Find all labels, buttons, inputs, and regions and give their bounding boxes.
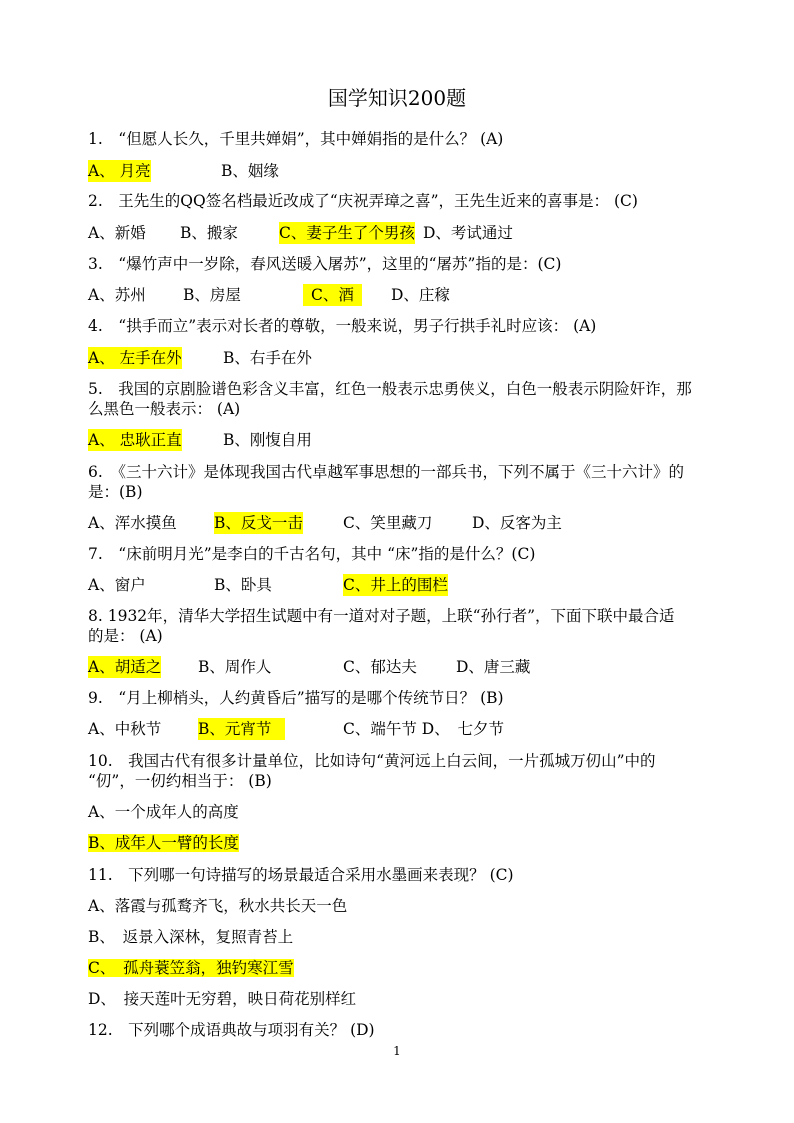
question-8-line-1: 8. 1932年，清华大学招生试题中有一道对对子题，上联“孙行者”，下面下联中最合适 xyxy=(88,607,675,625)
option-3c: C、酒 xyxy=(303,284,362,306)
option-7c: C、井上的围栏 xyxy=(343,576,448,594)
question-2: 2. 王先生的QQ签名档最近改成了“庆祝弄璋之喜”，王先生近来的喜事是： (C) xyxy=(88,192,638,210)
question-3: 3. “爆竹声中一岁除，春风送暖入屠苏”，这里的“屠苏”指的是：(C) xyxy=(88,255,562,273)
option-11a: A、落霞与孤鹜齐飞，秋水共长天一色 xyxy=(88,897,348,915)
question-10-line-2: “仞”，一仞约相当于： (B) xyxy=(88,772,272,790)
option-9b: B、元宵节 xyxy=(198,718,285,740)
option-2a: A、新婚 xyxy=(88,224,146,242)
question-6-line-1: 6. 《三十六计》是体现我国古代卓越军事思想的一部兵书，下列不属于《三十六计》的 xyxy=(88,463,685,481)
option-7b: B、卧具 xyxy=(214,576,272,594)
page-title: 国学知识200题 xyxy=(327,86,467,110)
option-6a: A、浑水摸鱼 xyxy=(88,514,177,532)
option-11b: B、 返景入深林，复照青苔上 xyxy=(88,928,294,946)
option-8b: B、周作人 xyxy=(198,658,272,676)
question-7: 7. “床前明月光”是李白的千古名句，其中 “床”指的是什么？(C) xyxy=(88,545,536,563)
option-9a: A、中秋节 xyxy=(88,720,162,738)
option-7a: A、窗户 xyxy=(88,576,146,594)
option-8d: D、唐三藏 xyxy=(456,658,531,676)
option-3a: A、苏州 xyxy=(88,286,146,304)
option-4a: A、 左手在外 xyxy=(88,349,182,367)
option-10b: B、成年人一臂的长度 xyxy=(88,834,239,852)
option-1b: B、姻缘 xyxy=(221,162,279,180)
option-4b: B、右手在外 xyxy=(223,349,312,367)
question-1: 1. “但愿人长久，千里共婵娟”，其中婵娟指的是什么？ (A) xyxy=(88,130,504,148)
option-2c: C、妻子生了个男孩 xyxy=(279,224,415,242)
option-10a: A、一个成年人的高度 xyxy=(88,803,239,821)
option-5a: A、 忠耿正直 xyxy=(88,431,182,449)
option-3b: B、房屋 xyxy=(183,286,241,304)
question-4: 4. “拱手而立”表示对长者的尊敬，一般来说，男子行拱手礼时应该： (A) xyxy=(88,317,597,335)
option-10b-row xyxy=(88,832,239,854)
option-8c: C、郁达夫 xyxy=(343,658,417,676)
option-5b: B、刚愎自用 xyxy=(223,431,312,449)
question-11: 11. 下列哪一句诗描写的场景最适合采用水墨画来表现？ (C) xyxy=(88,866,514,884)
page-number: 1 xyxy=(393,1044,401,1058)
option-11c-row xyxy=(88,957,294,979)
question-5-line-1: 5. 我国的京剧脸谱色彩含义丰富，红色一般表示忠勇侠义，白色一般表示阴险奸诈，那 xyxy=(88,380,692,398)
option-9c-d: C、端午节 D、 七夕节 xyxy=(343,720,504,738)
option-1a: A、 月亮 xyxy=(88,162,151,180)
question-12: 12. 下列哪个成语典故与项羽有关？ (D) xyxy=(88,1021,375,1039)
option-11d: D、 接天莲叶无穷碧，映日荷花别样红 xyxy=(88,990,357,1008)
option-3d: D、庄稼 xyxy=(391,286,450,304)
question-10-line-1: 10. 我国古代有很多计量单位，比如诗句“黄河远上白云间，一片孤城万仞山”中的 xyxy=(88,752,656,770)
question-8-line-2: 的是： (A) xyxy=(88,627,163,645)
option-6d: D、反客为主 xyxy=(472,514,562,532)
option-8a: A、胡适之 xyxy=(88,658,162,676)
option-6c: C、笑里藏刀 xyxy=(343,514,433,532)
question-9: 9. “月上柳梢头，人约黄昏后”描写的是哪个传统节日？ (B) xyxy=(88,689,504,707)
option-2b: B、搬家 xyxy=(180,224,238,242)
option-2d: D、考试通过 xyxy=(423,224,513,242)
option-6b: B、反戈一击 xyxy=(214,514,303,532)
question-5-line-2: 么黑色一般表示： (A) xyxy=(88,400,241,418)
option-11c: C、 孤舟蓑笠翁，独钓寒江雪 xyxy=(88,959,294,977)
question-6-line-2: 是：(B) xyxy=(88,483,143,501)
